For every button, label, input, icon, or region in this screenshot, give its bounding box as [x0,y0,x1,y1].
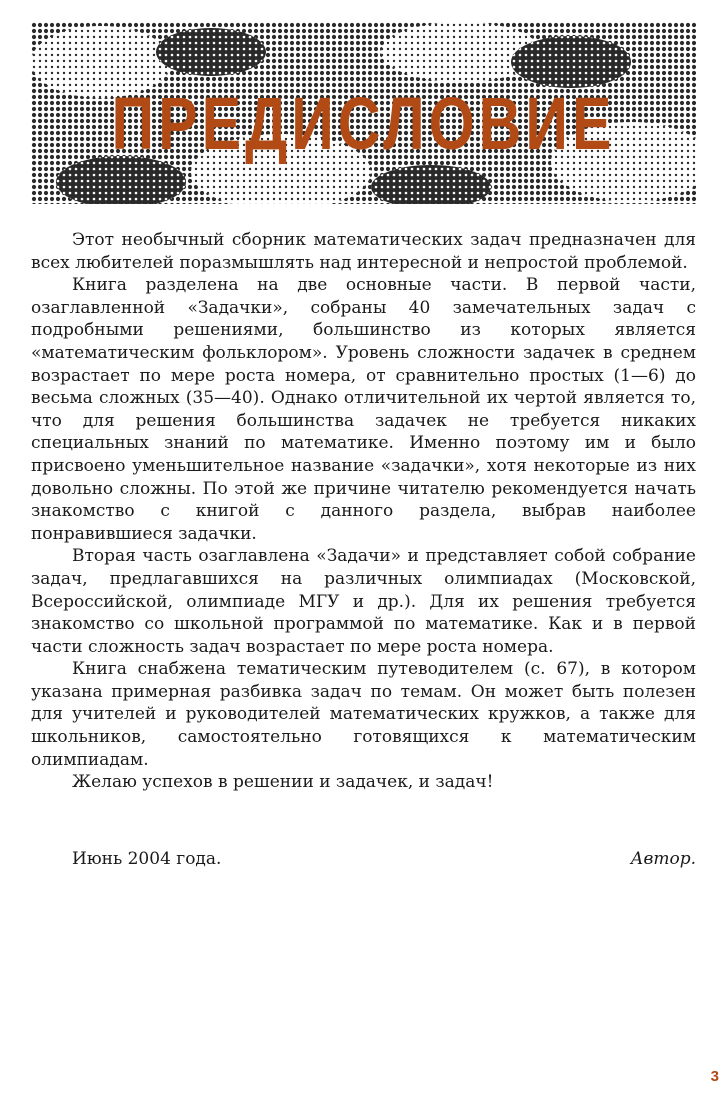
paragraph: Желаю успехов в решении и задачек, и задач! [72,772,494,793]
signature-date: Июнь 2004 года. [72,849,222,869]
signature-row [72,848,696,870]
paragraph: Книга снабжена тематическим путеводителем (с. 67), в котором указана примерная разбивка задач по темам. Он может быть полезен для учителей и руководителей математических кружков, а также для школьников, самостоятельно готовящихся к математическим олимпиадам. [31,659,696,770]
page-title: ПРЕДИСЛОВИЕ [111,82,616,165]
preface-body [31,229,696,794]
page-number: 3 [710,1068,719,1085]
paragraph: Книга разделена на две основные части. В первой части, озаглавленной «Задачки», собраны 40 замечательных задач с подробными решениями, большинство из которых является «математическим фольклором». Уровень сложности задачек в среднем возрастает по мере роста номера, от сравнительно простых (1—6) до весьма сложных (35—40). Однако отличительной их чертой является то, что для решения большинства задачек не требуется никаких специальных знаний по математике. Именно поэтому им и было присвоено уменьшительное название «задачки», хотя некоторые из них довольно сложны. По этой же причине читателю рекомендуется начать знакомство с книгой с данного раздела, выбрав наиболее понравившиеся задачки. [31,275,696,544]
signature-author: Автор. [630,849,696,869]
paragraph: Вторая часть озаглавлена «Задачи» и представляет собой собрание задач, предлагавшихся на различных олимпиадах (Московской, Всероссийской, олимпиаде МГУ и др.). Для их решения требуется знакомство со школьной программой по математике. Как и в первой части сложность задач возрастает по мере роста номера. [31,546,696,657]
paragraph: Этот необычный сборник математических задач предназначен для всех любителей поразмышлять над интересной и непростой проблемой. [31,230,696,273]
header-banner [31,22,696,204]
